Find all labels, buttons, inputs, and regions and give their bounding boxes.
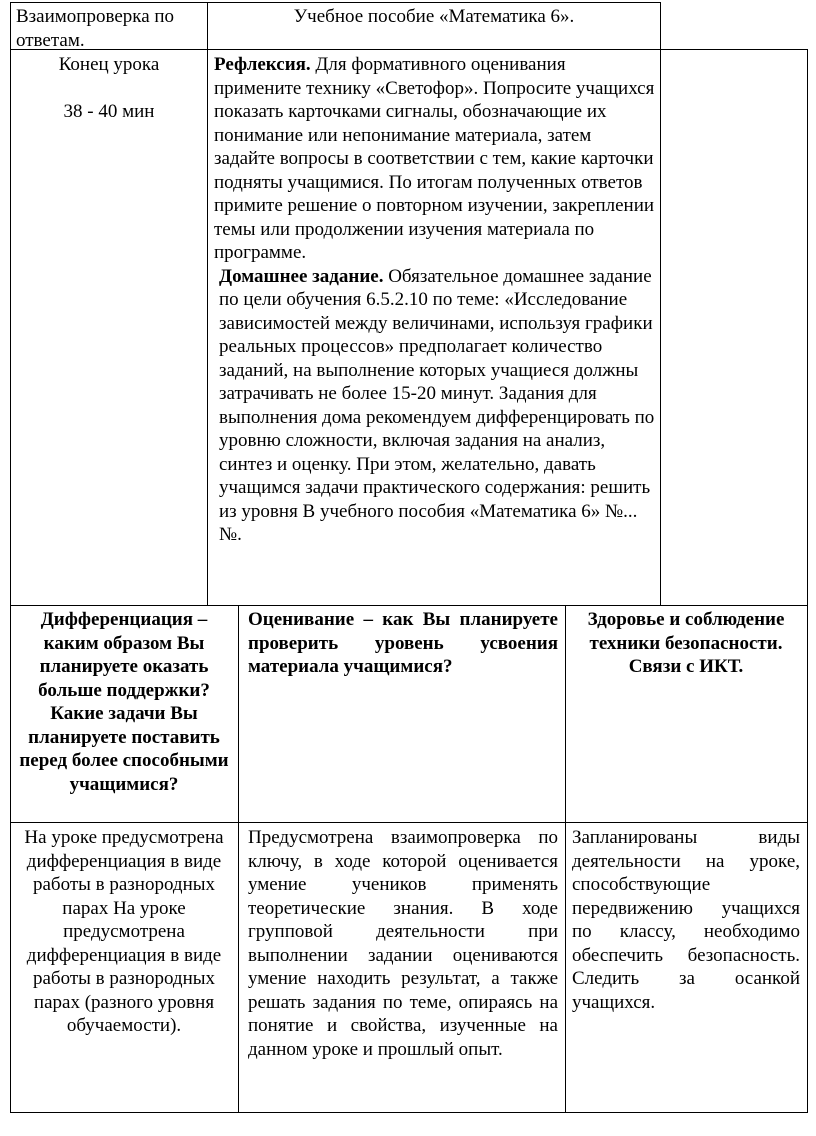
grid-line [10,2,11,1112]
differentiation-header-text: Дифференциация – каким образом Вы планируете оказать больше поддержки? Какие задачи Вы планируете поставить перед более способными учащимися? [19,609,229,795]
textbook-cell [212,5,656,29]
health-header-text: Здоровье и соблюдение техники безопасности. Связи с ИКТ. [587,609,785,677]
grid-line [807,49,808,1113]
grid-line [10,605,808,606]
assessment-header [248,608,558,679]
peer-check-cell [16,5,202,52]
peer-check-text: Взаимопроверка по ответам. [16,6,175,51]
grid-line [660,2,661,606]
differentiation-header [16,608,232,796]
health-body-text: Запланированы виды деятельности на уроке, способствующие передвижению учащихся по классу, необходимо обеспечить безопасность. Следить за осанкой учащихся. [572,827,800,1013]
grid-line [10,1112,808,1113]
homework-text: Обязательное домашнее задание по цели обучения 6.5.2.10 по теме: «Исследование зависимостей между величинами, используя графики реальных процессов» предполагает количество заданий, на выполнение которых учащиеся должны затрачивать не более 15-20 минут. Задания для выполнения дома рекомендуем дифференцировать по уровню сложности, включая задания на анализ, синтез и оценку. При этом, желательно, давать учащимся задачи практического содержания: решить из уровня В учебного пособия «Математика 6» №...№. [219,265,655,545]
differentiation-body [16,826,232,1038]
lesson-end-label: Конец урока [58,54,160,75]
lesson-end-cell [16,53,202,124]
homework-paragraph [214,265,656,547]
homework-title: Домашнее задание. [219,265,384,287]
grid-line [10,2,661,3]
reflection-paragraph [214,53,656,265]
reflection-cell [214,53,656,547]
differentiation-body-text: На уроке предусмотрена дифференциация в виде работы в разнородных парах На уроке предусмотрена дифференциация в виде работы в разнородных парах (разного уровня обучаемости). [24,827,224,1036]
lesson-end-time: 38 - 40 мин [63,101,155,122]
grid-line [238,605,239,1112]
grid-line [10,822,808,823]
assessment-body [248,826,558,1061]
reflection-title: Рефлексия. [214,54,311,75]
grid-line [565,605,566,1112]
grid-line [207,2,208,606]
reflection-text: Для формативного оценивания примените технику «Светофор». Попросите учащихся показать карточками сигналы, обозначающие их понимание или непонимание материала, затем задайте вопросы в соответствии с тем, какие карточки подняты учащимися. По итогам полученных ответов примите решение о повторном изучении, закреплении темы или продолжении изучения материала по программе. [214,54,655,263]
assessment-body-text: Предусмотрена взаимопроверка по ключу, в ходе которой оценивается умение учеников применять теоретические знания. В ходе групповой деятельности при выполнении задании оцениваются умение находить результат, а также решать задания по теме, опираясь на понятие и свойства, изученные на данном уроке и прошлый опыт. [248,827,558,1060]
textbook-text: Учебное пособие «Математика 6». [293,6,575,27]
assessment-header-text: Оценивание – как Вы планируете проверить уровень усвоения материала учащимися? [248,609,558,677]
health-body [572,826,800,1014]
health-header [570,608,802,679]
